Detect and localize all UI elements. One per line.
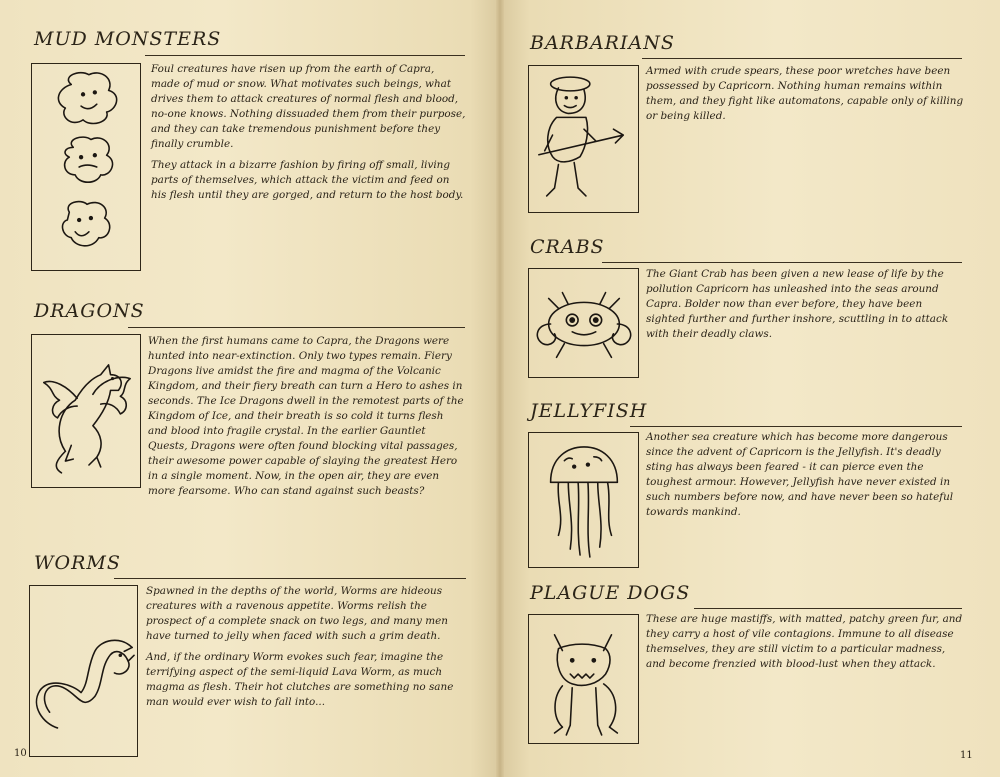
section-text: [646, 430, 964, 526]
section-crabs: [504, 230, 1000, 400]
crab-illustration: [528, 268, 639, 378]
section-text: [646, 267, 964, 348]
section-text: [646, 64, 964, 130]
section-dragons: [0, 290, 496, 540]
mud-monster-illustration: [31, 63, 141, 271]
dragon-illustration: [31, 334, 141, 488]
title-rule: [642, 58, 962, 59]
section-title: WORMS: [34, 552, 121, 574]
jellyfish-illustration: [528, 432, 639, 568]
section-text: [146, 584, 466, 716]
barbarian-illustration: [528, 65, 639, 213]
title-rule: [694, 608, 962, 609]
paragraph: Foul creatures have risen up from the earth of Capra, made of mud or snow. What motivates such beings, what drives them to attack creatures of normal flesh and blood, no-one knows. Nothing dissuaded them from their purpose, and they can take tremendous punishment before they finally crumble.: [151, 63, 466, 150]
section-plague-dogs: [504, 580, 1000, 750]
section-title: CRABS: [530, 236, 605, 258]
section-title: PLAGUE DOGS: [530, 582, 691, 604]
paragraph: Another sea creature which has become more dangerous since the advent of Capricorn is the Jellyfish. It's deadly sting has always been feared - it can pierce even the toughest armour. However, Jellyfish have never existed in such numbers before now, and have never been so hateful towards mankind.: [646, 431, 954, 518]
section-text: [646, 612, 964, 678]
paragraph: And, if the ordinary Worm evokes such fear, imagine the terrifying aspect of the semi-liquid Lava Worm, as much magma as flesh. Their hot clutches are something no sane man would ever wish to fall into...: [146, 651, 454, 708]
section-text: [148, 334, 466, 505]
section-jellyfish: [504, 400, 1000, 580]
section-barbarians: [504, 0, 1000, 230]
mud-monster-1: [58, 73, 116, 124]
paragraph: These are huge mastiffs, with matted, patchy green fur, and they carry a host of vile contagions. Immune to all disease themselves, they are still victim to a particular madness, and become frenzied with blood-lust when they attack.: [646, 613, 963, 670]
title-rule: [630, 426, 962, 427]
title-rule: [602, 262, 962, 263]
paragraph: When the first humans came to Capra, the Dragons were hunted into near-extinction. Only two types remain. Fiery Dragons live amidst the fire and magma of the Volcanic Kingdom, and their fiery breath can turn a Hero to ashes in seconds. The Ice Dragons dwell in the remotest parts of the Kingdom of Ice, and their breath is so cold it turns flesh and blood into fragile crystal. In the earlier Gauntlet Quests, Dragons were often found blocking vital passages, their awesome power capable of slaying the greatest Hero in a single moment. Now, in the open air, they are even more fearsome. Who can stand against such beasts?: [148, 335, 464, 497]
worm-illustration: [29, 585, 138, 757]
section-title: JELLYFISH: [530, 400, 648, 422]
plague-dog-illustration: [528, 614, 639, 744]
mud-monster-2: [65, 137, 113, 182]
paragraph: They attack in a bizarre fashion by firing off small, living parts of themselves, which attack the victim and feed on his flesh until they are gorged, and return to the host body.: [151, 159, 464, 201]
paragraph: Armed with crude spears, these poor wretches have been possessed by Capricorn. Nothing human remains within them, and they fight like automatons, capable only of killing or being killed.: [646, 65, 964, 122]
section-title: MUD MONSTERS: [34, 28, 222, 50]
title-rule: [145, 55, 465, 56]
paragraph: Spawned in the depths of the world, Worms are hideous creatures with a ravenous appetite. Worms relish the prospect of a complete snack on two legs, and many men have turned to jelly when faced with such a grim death.: [146, 585, 448, 642]
spine-gutter: [496, 0, 504, 777]
title-rule: [114, 578, 466, 579]
mud-monster-3: [62, 202, 109, 246]
section-title: BARBARIANS: [530, 32, 675, 54]
section-mud-monsters: [0, 0, 496, 290]
section-title: DRAGONS: [34, 300, 145, 322]
paragraph: The Giant Crab has been given a new lease of life by the pollution Capricorn has unleashed into the seas around Capra. Bolder now than ever before, they have been sighted further and further inshore, scuttling in to attack with their deadly claws.: [646, 268, 949, 340]
title-rule: [128, 327, 465, 328]
page-number: 10: [14, 748, 27, 759]
left-page: [0, 0, 496, 777]
section-worms: [0, 540, 496, 740]
page-number: 11: [960, 750, 973, 761]
section-text: [151, 62, 466, 209]
right-page: [504, 0, 1000, 777]
